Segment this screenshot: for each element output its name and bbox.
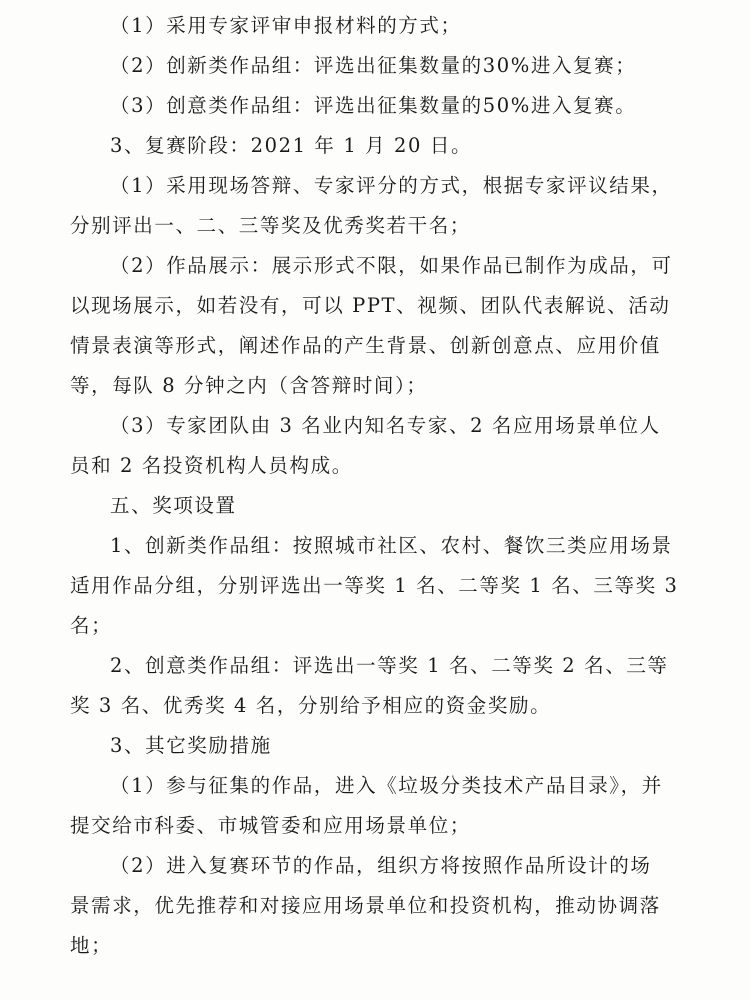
paragraph-line: （2）作品展示：展示形式不限，如果作品已制作为成品，可 [110, 254, 673, 277]
paragraph-line: （2）创新类作品组：评选出征集数量的30%进入复赛； [110, 54, 637, 77]
paragraph-line: 奖 3 名、优秀奖 4 名，分别给予相应的资金奖励。 [70, 694, 552, 717]
paragraph-line: 地； [70, 934, 113, 957]
paragraph-line: 适用作品分组，分别评选出一等奖 1 名、二等奖 1 名、三等奖 3 [70, 574, 679, 597]
paragraph-line: （2）进入复赛环节的作品，组织方将按照作品所设计的场 [110, 854, 652, 877]
paragraph-line: 等，每队 8 分钟之内（含答辩时间）； [70, 374, 428, 397]
paragraph-line: （3）创意类作品组：评选出征集数量的50%进入复赛。 [110, 94, 637, 117]
paragraph-line: （3）专家团队由 3 名业内知名专家、2 名应用场景单位人 [110, 414, 661, 437]
paragraph-line: 提交给市科委、市城管委和应用场景单位； [70, 814, 471, 837]
paragraph-line: （1）采用现场答辩、专家评分的方式，根据专家评议结果， [110, 174, 673, 197]
section-heading: 五、奖项设置 [110, 494, 237, 517]
paragraph-line: 员和 2 名投资机构人员构成。 [70, 454, 353, 477]
paragraph-line: 情景表演等形式，阐述作品的产生背景、创新创意点、应用价值 [70, 334, 661, 357]
paragraph-line: 1、创新类作品组：按照城市社区、农村、餐饮三类应用场景 [110, 534, 673, 557]
section-heading: 3、复赛阶段：2021 年 1 月 20 日。 [110, 134, 473, 157]
document-body [70, 6, 690, 966]
paragraph-line: （1）参与征集的作品，进入《垃圾分类技术产品目录》，并 [110, 774, 663, 797]
section-heading: 3、其它奖励措施 [110, 734, 272, 757]
paragraph-line: 分别评出一、二、三等奖及优秀奖若干名； [70, 214, 471, 237]
paragraph-line: 名； [70, 614, 113, 637]
paragraph-line: （1）采用专家评审申报材料的方式； [110, 14, 462, 37]
paragraph-line: 2、创意类作品组：评选出一等奖 1 名、二等奖 2 名、三等 [110, 654, 669, 677]
paragraph-line: 以现场展示，如若没有，可以 PPT、视频、团队代表解说、活动 [70, 294, 671, 317]
paragraph-line: 景需求，优先推荐和对接应用场景单位和投资机构，推动协调落 [70, 894, 661, 917]
